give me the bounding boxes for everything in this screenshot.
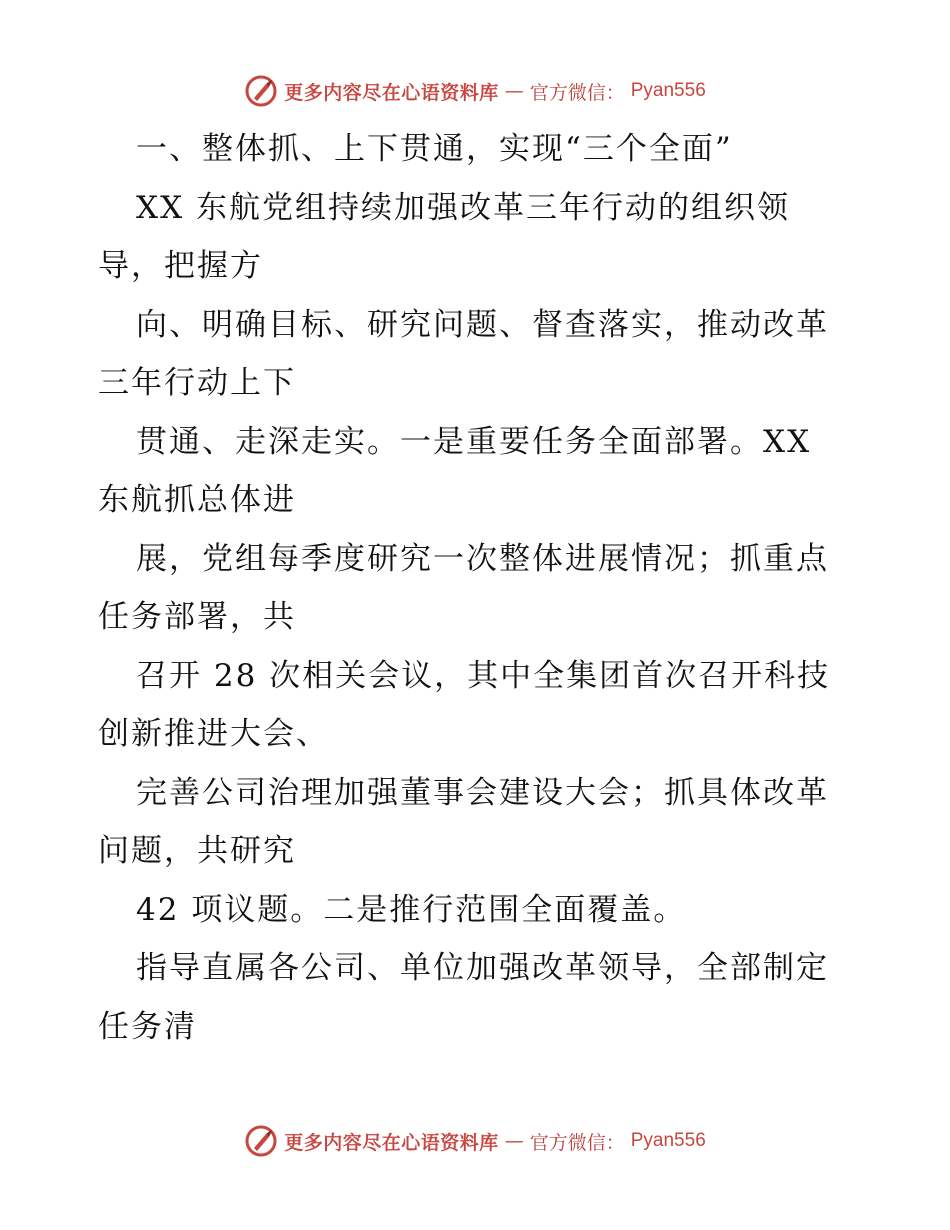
watermark-dash: — — [504, 1130, 524, 1152]
body-line: 问题，共研究 — [98, 833, 296, 869]
watermark-footer — [0, 1124, 950, 1158]
body-line: 创新推进大会、 — [98, 716, 329, 752]
document-body — [98, 120, 858, 1056]
heading-line: 一、整体抓、上下贯通，实现“三个全面” — [136, 131, 733, 167]
body-line: 任务清 — [98, 1008, 197, 1045]
body-line: 召开 28 次相关会议，其中全集团首次召开科技 — [136, 657, 831, 694]
body-line: 完善公司治理加强董事会建设大会；抓具体改革 — [136, 774, 829, 811]
body-line: 东航抓总体进 — [98, 482, 296, 518]
body-line: 向、明确目标、研究问题、督查落实，推动改革 — [136, 306, 829, 343]
watermark-sub-text: 官方微信： — [529, 81, 625, 104]
watermark-dash: — — [504, 80, 524, 102]
body-line: 展，党组每季度研究一次整体进展情况；抓重点 — [136, 540, 829, 577]
body-line: 贯通、走深走实。一是重要任务全面部署。XX — [136, 423, 812, 460]
body-line: 导，把握方 — [98, 248, 263, 284]
watermark-handle: Pyan556 — [630, 1130, 706, 1151]
quill-logo-icon — [244, 1124, 278, 1158]
watermark-header — [0, 74, 950, 108]
body-line: 指导直属各公司、单位加强改革领导，全部制定 — [136, 950, 829, 986]
watermark-handle: Pyan556 — [630, 80, 706, 101]
watermark-main-text: 更多内容尽在心语资料库 — [284, 1131, 499, 1154]
quill-logo-icon — [244, 74, 278, 108]
watermark-main-text: 更多内容尽在心语资料库 — [284, 81, 499, 104]
watermark-sub-text: 官方微信： — [529, 1131, 625, 1154]
body-line: 三年行动上下 — [98, 365, 296, 401]
body-line: XX 东航党组持续加强改革三年行动的组织领 — [136, 189, 790, 226]
body-line: 任务部署，共 — [98, 599, 296, 635]
body-line: 42 项议题。二是推行范围全面覆盖。 — [136, 891, 687, 928]
